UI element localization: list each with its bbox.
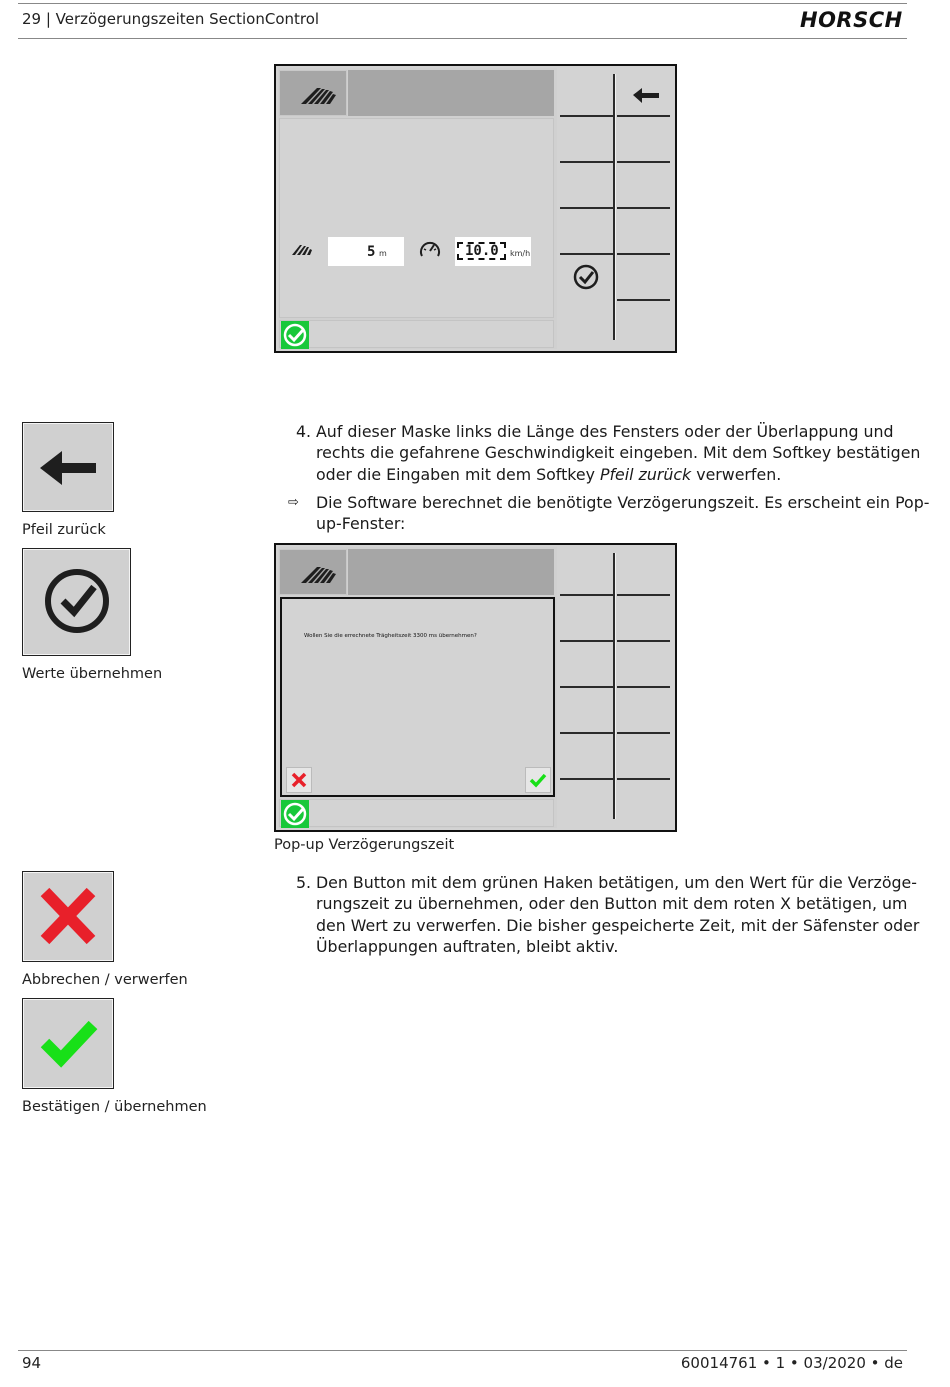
seeding-rows-icon (280, 71, 348, 117)
horsch-logo: HORSCH (800, 8, 903, 32)
arrow-left-icon (617, 72, 670, 114)
caption-back: Pfeil zurück (22, 522, 106, 538)
cancel-button-illustration (22, 871, 114, 962)
step4-number: 4. (296, 422, 312, 441)
red-x-icon (287, 768, 311, 792)
title-bar (348, 70, 554, 116)
softkey-back[interactable] (617, 72, 670, 114)
step4-text: Auf dieser Maske links die Länge des Fensters oder der Überlappung und rechts die gefahrene Geschwindigkeit eingeben. Mit dem Softkey bestätigen oder die Eingaben mit dem Softkey Pfeil zurück verwerfen. (316, 422, 921, 484)
green-check-icon (526, 768, 550, 792)
terminal-screen-input-mask (274, 64, 677, 353)
result-text: Die Software berechnet die benötigte Verzögerungszeit. Es erscheint ein Pop- up-Fenster: (316, 493, 930, 534)
popup-confirm-button[interactable] (525, 767, 551, 793)
result-arrow-icon: ⇨ (288, 495, 299, 510)
green-check-status-icon (281, 321, 309, 349)
header-top-rule (18, 3, 907, 4)
green-check-status-icon (281, 800, 309, 828)
speed-input-field[interactable] (455, 237, 531, 266)
caption-confirm: Bestätigen / übernehmen (22, 1099, 207, 1115)
speed-value: 10.0 (465, 243, 499, 259)
circle-check-icon (23, 549, 130, 655)
softkey-column (557, 547, 675, 828)
title-bar (348, 549, 554, 595)
document-info: 60014761 • 1 • 03/2020 • de (680, 1354, 903, 1372)
seeding-rows-icon (280, 550, 348, 596)
speedometer-icon (418, 239, 442, 261)
green-check-icon (23, 999, 113, 1088)
status-bar (279, 320, 554, 348)
seeding-section-tab (279, 70, 347, 116)
confirm-button-illustration (22, 998, 114, 1089)
distance-unit: m (379, 249, 387, 258)
distance-input-field[interactable] (328, 237, 404, 266)
header-bottom-rule (18, 38, 907, 39)
caption-accept: Werte übernehmen (22, 666, 163, 682)
input-area (279, 118, 554, 318)
softkey-column (557, 68, 675, 349)
softkey-accept[interactable] (560, 256, 613, 298)
footer-rule (18, 1350, 907, 1351)
distance-value: 5 (367, 244, 376, 260)
caption-popup-screen: Pop-up Verzögerungszeit (274, 837, 455, 853)
step5-number: 5. (296, 873, 312, 892)
accept-softkey-illustration (22, 548, 131, 656)
speed-unit: km/h (510, 249, 531, 258)
step5-text: Den Button mit dem grünen Haken betätigen, um den Wert für die Verzöge- rungszeit zu übernehmen, oder den Button mit dem roten X betätigen, um den Wert zu verwerfen. Die bisher gespeicherte Zeit, mit der Säfenster oder Überlappungen auftraten, bleibt aktiv. (316, 873, 920, 956)
arrow-left-icon (23, 423, 113, 511)
terminal-screen-popup (274, 543, 677, 832)
page-number: 94 (22, 1354, 42, 1372)
popup-cancel-button[interactable] (286, 767, 312, 793)
red-x-icon (23, 872, 113, 961)
caption-cancel: Abbrechen / verwerfen (22, 972, 188, 988)
status-bar (279, 799, 554, 827)
circle-check-icon (560, 256, 613, 298)
chapter-title: 29 | Verzögerungszeiten SectionControl (22, 10, 320, 28)
popup-message: Wollen Sie die errechnete Trägheitszeit 3300 ms übernehmen? (304, 633, 477, 639)
popup-dialog (280, 597, 555, 797)
back-softkey-illustration (22, 422, 114, 512)
working-width-icon (290, 240, 316, 260)
seeding-section-tab (279, 549, 347, 595)
